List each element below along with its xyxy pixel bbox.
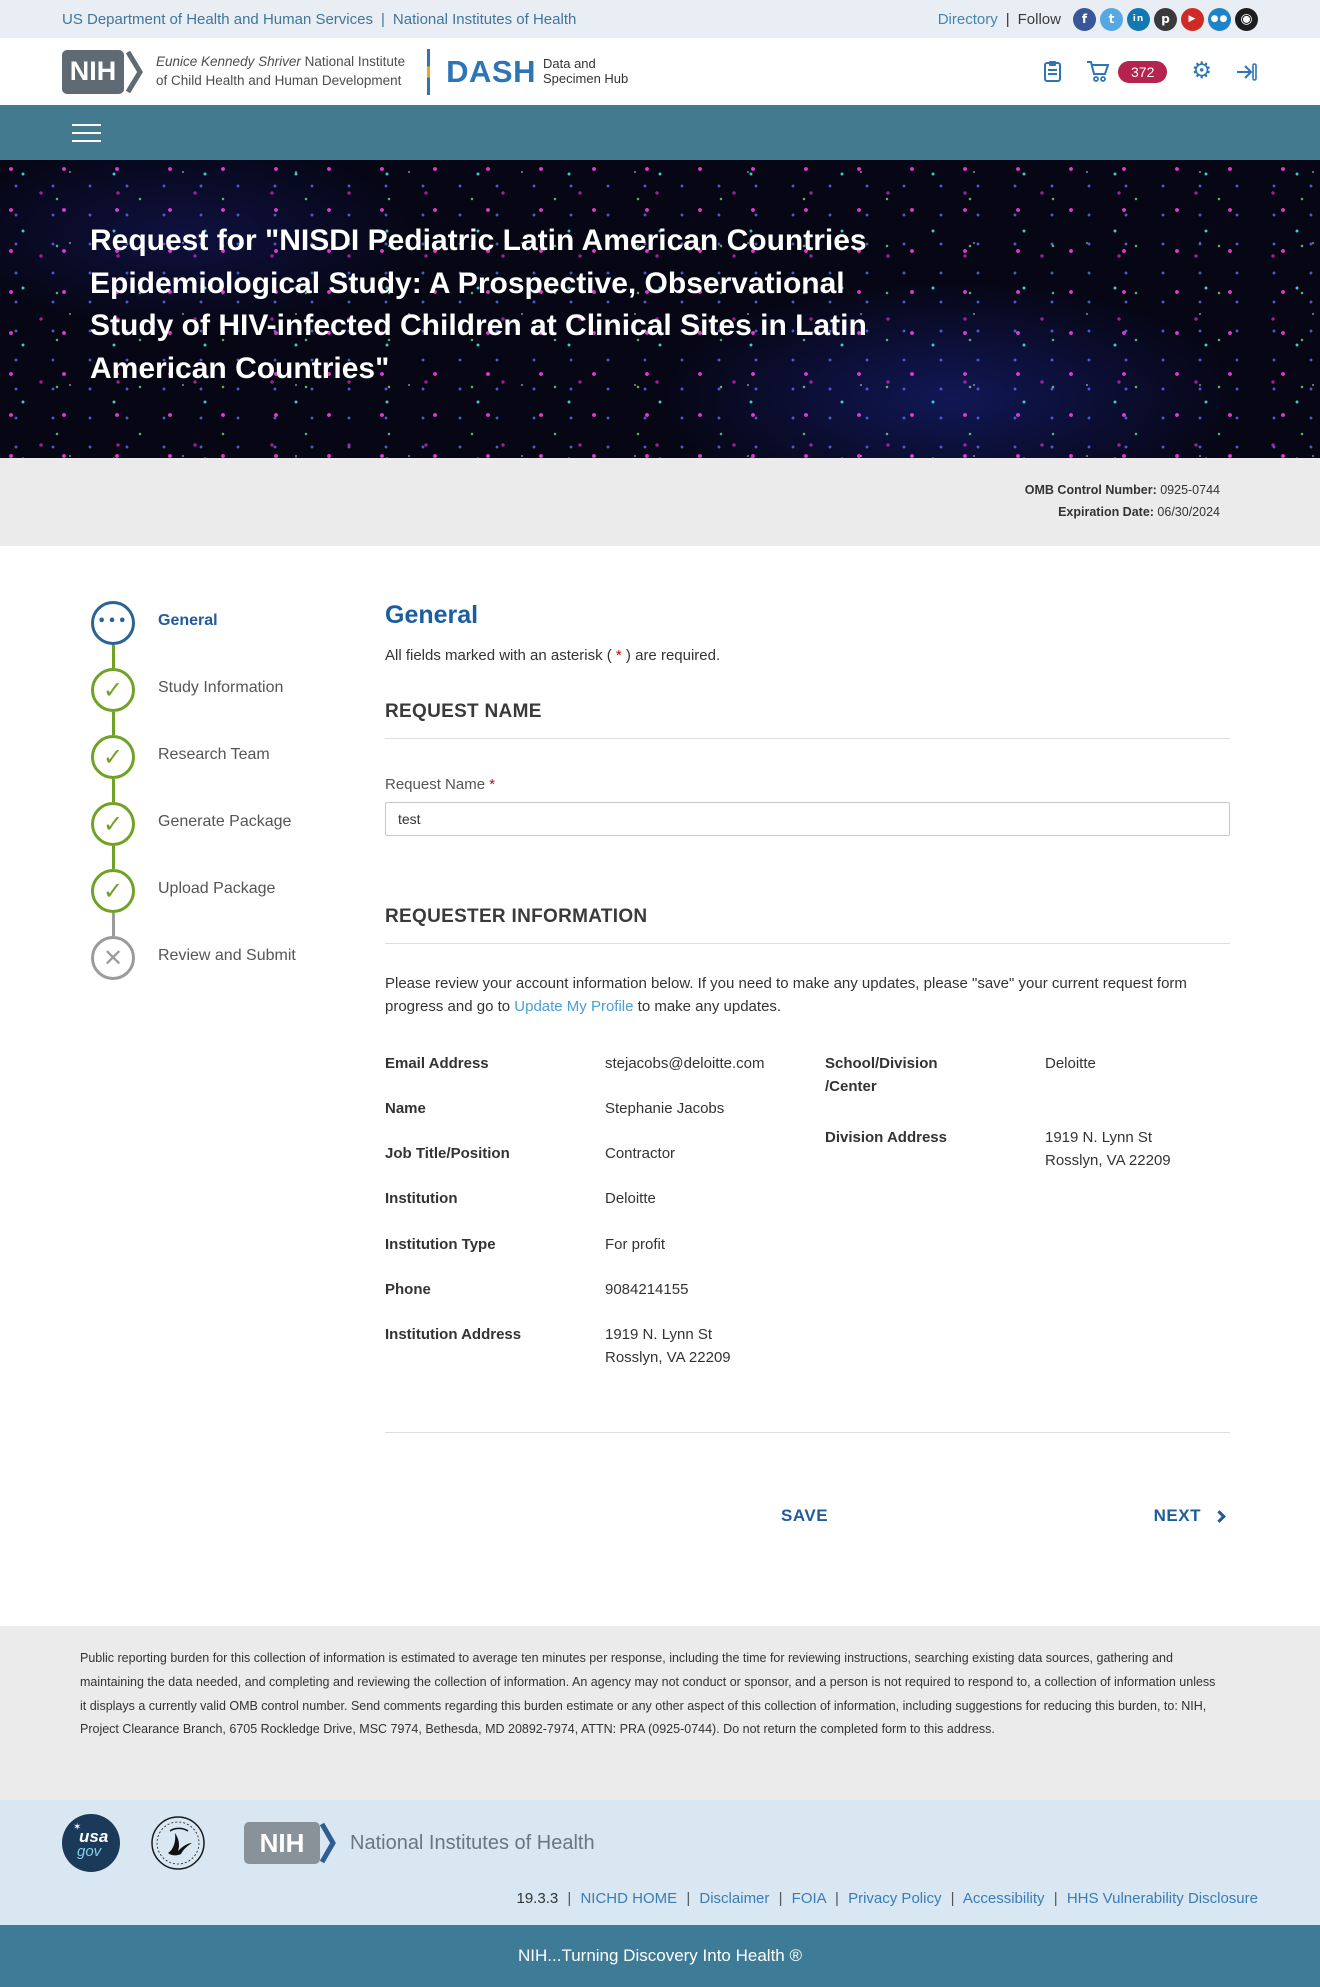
dash-sub-line2: Specimen Hub [543,70,629,86]
chevron-right-icon [1213,1510,1226,1523]
step-general[interactable] [90,601,385,668]
divider: | [950,1890,955,1907]
nih-logo: NIH [62,50,124,94]
site-header [0,38,1320,105]
burden-statement [0,1626,1320,1800]
dash-logo: DASH [446,53,536,89]
omb-control-value: 0925-0744 [1156,483,1220,498]
field-institution-type-label: Institution Type [385,1235,496,1253]
check-icon: ✓ [102,810,124,838]
step-review-label[interactable]: Review and Submit [158,947,296,964]
institute-name [156,53,405,89]
main-area [0,546,1320,1626]
address-line2: Rosslyn, VA 22209 [1045,1152,1171,1170]
check-icon: ✓ [102,877,124,905]
step-research-label[interactable]: Research Team [158,746,270,763]
tagline-bar [0,1925,1320,1987]
form-content [385,601,1230,1626]
clipboard-icon[interactable] [1043,60,1062,83]
step-review-circle[interactable] [91,936,135,980]
field-institution [385,1187,825,1210]
field-phone-value: 9084214155 [605,1280,689,1298]
star-icon: ✶ [73,1822,82,1833]
request-name-label [385,776,1230,793]
field-name-value: Stephanie Jacobs [605,1099,725,1117]
hhs-vulnerability-link[interactable]: HHS Vulnerability Disclosure [1066,1890,1258,1907]
social-icons [1073,8,1258,31]
field-institution-type [385,1233,825,1256]
request-name-label-text: Request Name [385,776,490,793]
field-job-title [385,1142,825,1165]
main-nav-bar [0,105,1320,160]
field-institution-value: Deloitte [605,1190,656,1208]
facebook-icon[interactable]: f [1073,8,1096,31]
eunice-label: Eunice Kennedy Shriver [156,54,301,70]
stepper-connector [112,846,115,869]
brand-logos[interactable] [62,49,628,95]
step-generate-circle[interactable] [91,802,135,846]
update-my-profile-link[interactable]: Update My Profile [514,998,634,1016]
usagov-line2: gov [77,1843,102,1860]
field-phone-label: Phone [385,1280,431,1298]
requester-info-note [385,972,1230,1019]
header-actions [1043,60,1258,83]
step-study-information[interactable] [90,668,385,735]
stepper-connector [112,645,115,668]
instagram-icon[interactable]: ◉ [1235,8,1258,31]
step-upload-circle[interactable] [91,869,135,913]
field-school-division-value: Deloitte [1045,1054,1096,1072]
usagov-logo[interactable] [62,1814,120,1872]
stepper-connector [112,712,115,735]
nih-footer-text: National Institutes of Health [350,1831,595,1854]
twitter-icon[interactable]: t [1100,8,1123,31]
divider: | [686,1890,691,1907]
step-research-circle[interactable] [91,735,135,779]
field-school-division-label: School/Division /Center [825,1054,938,1095]
progress-stepper [90,601,385,1626]
omb-expiration-label: Expiration Date: [1058,505,1154,519]
nih-logo: NIH [244,1822,320,1864]
dash-subtitle [543,57,628,86]
social-bar [938,8,1258,31]
save-button[interactable]: SAVE [775,1505,834,1527]
nih-tagline: NIH...Turning Discovery Into Health ® [518,1946,802,1965]
disclaimer-link[interactable]: Disclaimer [699,1890,770,1907]
top-utility-bar [0,0,1320,38]
requester-fields-left [385,1052,825,1392]
nichd-home-link[interactable]: NICHD HOME [580,1890,678,1907]
version-label: 19.3.3 [516,1890,559,1907]
foia-link[interactable]: FOIA [791,1890,826,1907]
divider: | [567,1890,572,1907]
flickr-icon[interactable]: ●● [1208,8,1231,31]
nih-link[interactable]: National Institutes of Health [392,10,577,28]
footer-links [517,1890,1259,1907]
sign-in-icon[interactable] [1236,62,1258,82]
field-job-title-label: Job Title/Position [385,1145,510,1162]
step-research-team[interactable] [90,735,385,802]
field-name [385,1097,825,1120]
dash-sub-line1: Data and [543,56,596,72]
hamburger-menu-icon[interactable] [72,118,101,148]
request-name-section-header: REQUEST NAME [385,701,542,722]
field-division-address [825,1126,1230,1173]
ellipsis-icon: ••• [97,613,129,629]
required-asterisk: * [615,647,622,664]
check-icon: ✓ [102,676,124,704]
hero-banner [0,160,1320,458]
nih-chevron-icon [320,1822,336,1864]
divider: | [1053,1890,1058,1907]
stepper-connector [112,779,115,802]
section-divider [385,738,1230,739]
youtube-icon[interactable]: ▶ [1181,8,1204,31]
field-division-address-value [1045,1126,1171,1173]
follow-label: Follow [1017,10,1061,28]
x-icon: ✕ [102,944,124,972]
address-line1: 1919 N. Lynn St [605,1326,713,1343]
field-email-label: Email Address [385,1054,489,1072]
section-divider [385,1432,1230,1433]
requester-fields-right [825,1052,1230,1392]
pinterest-icon[interactable]: p [1154,8,1177,31]
divider: | [380,10,385,28]
step-upload-label[interactable]: Upload Package [158,880,276,897]
field-email-value: stejacobs@deloitte.com [605,1054,765,1072]
step-general-label[interactable]: General [158,612,218,629]
cart-count-badge: 372 [1118,61,1167,83]
requester-info-section-header: REQUESTER INFORMATION [385,906,648,927]
field-institution-label: Institution [385,1190,458,1208]
field-institution-address-label: Institution Address [385,1326,522,1343]
next-button[interactable] [1148,1505,1230,1527]
requester-fields [385,1052,1230,1392]
institute-line1: National Institute [300,54,406,70]
required-note-suffix: ) are required. [621,647,721,664]
field-phone [385,1278,825,1301]
hhs-seal-icon[interactable] [150,1815,206,1871]
privacy-policy-link[interactable]: Privacy Policy [848,1890,942,1907]
cart-icon [1086,60,1110,83]
address-line2: Rosslyn, VA 22209 [605,1349,731,1367]
form-actions [385,1505,1230,1527]
field-job-title-value: Contractor [605,1145,676,1162]
gear-icon[interactable]: ⚙ [1191,58,1212,84]
step-upload-package[interactable] [90,869,385,936]
gov-banner [62,11,576,28]
step-study-circle[interactable] [91,668,135,712]
accessibility-link[interactable]: Accessibility [962,1890,1045,1907]
step-review-submit[interactable] [90,936,385,1003]
stepper-connector [112,913,115,936]
required-asterisk: * [489,776,496,793]
omb-expiration-value: 06/30/2024 [1153,505,1220,519]
directory-link[interactable]: Directory [937,10,998,28]
section-heading-general: General [385,601,479,629]
step-generate-label[interactable]: Generate Package [158,813,292,830]
omb-expiration [1058,502,1220,524]
field-school-division [825,1052,1230,1099]
field-email [385,1052,825,1075]
cart-button[interactable] [1086,60,1167,83]
step-study-label[interactable]: Study Information [158,679,284,696]
review-note-text: Please review your account information below. If you need to make any updates, please "save" your current request form progress and go to [385,975,1187,1016]
required-fields-note [385,647,1230,664]
omb-control-number [1025,480,1220,502]
divider: | [835,1890,839,1907]
page-title: Request for "NISDI Pediatric Latin American Countries Epidemiological Study: A Prospective, Observational Study of HIV-infected Children at Clinical Sites in Latin American Countries" [90,224,867,385]
field-division-address-label: Division Address [825,1129,947,1146]
field-name-label: Name [385,1099,426,1117]
step-generate-package[interactable] [90,802,385,869]
request-name-input[interactable] [385,802,1230,836]
divider: | [1005,10,1010,28]
review-note-suffix: to make any updates. [633,998,782,1016]
usagov-line1: usa [79,1827,109,1846]
hhs-link[interactable]: US Department of Health and Human Services [62,10,373,28]
footer [0,1800,1320,1925]
institute-line2: of Child Health and Human Development [156,72,402,88]
field-institution-type-value: For profit [605,1235,666,1253]
next-button-label: NEXT [1153,1505,1201,1525]
divider: | [778,1890,783,1907]
field-institution-address-value [605,1323,731,1370]
linkedin-icon[interactable]: in [1127,8,1150,31]
burden-statement-text: Public reporting burden for this collection of information is estimated to average ten minutes per response, including the time for reviewing instructions, searching existing data sources, gathering and maintaining the data needed, and completing and reviewing the collection of information. An agency may not conduct or sponsor, and a person is not required to respond to, a collection of information unless it displays a currently valid OMB control number. Send comments regarding this burden estimate or any other aspect of this collection of information, including suggestions for reducing this burden, to: NIH, Project Clearance Branch, 6705 Rockledge Drive, MSC 7974, Bethesda, MD 20892-7974, ATTN: PRA (0925-0744). Do not return the completed form to this address. [80,1651,1216,1737]
nih-footer-logo[interactable] [244,1822,595,1864]
address-line1: 1919 N. Lynn St [1045,1129,1153,1146]
brand-divider [427,49,430,95]
nih-chevron-icon [126,50,144,94]
omb-control-label: OMB Control Number: [1024,483,1157,498]
section-divider [385,943,1230,944]
omb-strip [0,458,1320,546]
step-general-circle[interactable] [91,601,135,645]
footer-logo-row [62,1814,1258,1872]
required-note-text: All fields marked with an asterisk ( [385,647,616,664]
check-icon: ✓ [102,743,124,771]
field-institution-address [385,1323,825,1370]
